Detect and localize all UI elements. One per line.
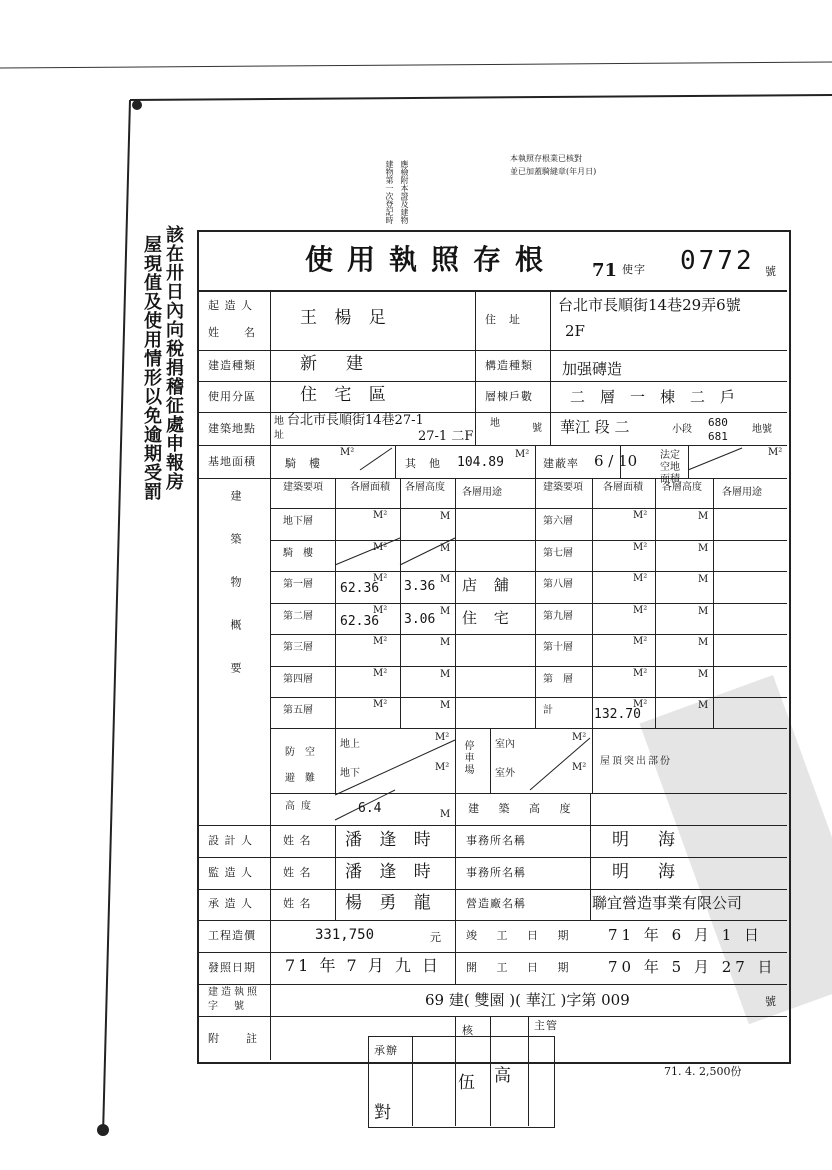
below-unit: M² — [435, 762, 450, 773]
arcade-label: 騎 樓 — [285, 457, 321, 470]
floor-height-unit-left: M — [440, 606, 451, 617]
floor-label-right: 第 層 — [543, 674, 573, 685]
coverage-label: 建蔽率 — [543, 457, 579, 470]
floor-area-unit-right: M² — [633, 573, 648, 584]
completion-label: 竣 工 日 期 — [466, 929, 577, 942]
floor-area-unit-left: M² — [373, 699, 388, 710]
lot-label-1: 地 — [490, 418, 500, 429]
address-label: 住 址 — [485, 313, 521, 326]
structure-value: 加强磚造 — [562, 360, 623, 378]
floors-count-value: 二 層 一 棟 二 戶 — [570, 388, 736, 406]
floor-height-unit-right: M — [698, 669, 709, 680]
side-note-1: 該在卅日內向稅捐稽征處申報房 — [163, 225, 184, 491]
company-name: 聯宜營造事業有限公司 — [592, 894, 743, 912]
lot-label-2: 號 — [532, 423, 542, 434]
contractor-label: 承 造 人 — [208, 897, 253, 910]
parking-label: 停車場 — [462, 740, 473, 776]
other-label: 其 他 — [405, 457, 441, 470]
permit-suffix: 號 — [765, 995, 777, 1008]
col-item-left: 建築要項 — [283, 482, 323, 493]
address-value: 台北市長順街14巷29弄6號 — [558, 296, 741, 314]
floor-label-left: 第五層 — [283, 705, 313, 716]
floor-area-unit-left: M² — [373, 668, 388, 679]
indoor-unit: M² — [572, 732, 587, 743]
other-value: 104.89 — [457, 455, 504, 470]
owner-label: 起 造 人 — [208, 299, 253, 312]
stamp-chief: 主管 — [534, 1019, 558, 1032]
below-ground-label: 地下 — [340, 768, 360, 779]
floor-area-unit-left: M² — [373, 605, 388, 616]
floor-height-unit-left: M — [440, 700, 451, 711]
side-note-2: 屋現值及使用情形以免逾期受罰 — [141, 235, 162, 501]
floor-area-unit-left: M² — [373, 636, 388, 647]
stamp-handler: 承辦 — [374, 1044, 398, 1057]
top-stamp-right-2: 並已加蓋騎縫章(年月日) — [510, 167, 597, 176]
lot-suffix: 地號 — [752, 424, 772, 435]
owner-label-2: 姓 名 — [208, 326, 256, 339]
floor1-use: 店 舖 — [462, 576, 515, 594]
col-height-left: 各層高度 — [405, 482, 445, 493]
indoor-label: 室內 — [495, 739, 515, 750]
floor-height-unit-left: M — [440, 637, 451, 648]
floor-height-unit-right: M — [698, 606, 709, 617]
site-label: 建築地點 — [208, 422, 256, 435]
supervisor-name-label: 姓 名 — [283, 866, 312, 879]
license-suffix: 號 — [765, 265, 777, 278]
issue-date: 71 年 7 月 九 日 — [285, 956, 441, 975]
floor-label-left: 第二層 — [283, 611, 313, 622]
cost-label: 工程造價 — [208, 929, 256, 942]
col-area-right: 各層面積 — [603, 482, 643, 493]
floor2-area: 62.36 — [340, 614, 380, 629]
floor-area-unit-right: M² — [633, 605, 648, 616]
floor-height-unit-right: M — [698, 511, 709, 522]
col-area-left: 各層面積 — [350, 482, 390, 493]
designer-name-label: 姓 名 — [283, 834, 312, 847]
floor-area-unit-right: M² — [633, 510, 648, 521]
stamp-check: 核 — [462, 1024, 474, 1037]
site-addr-label-2: 址 — [274, 430, 284, 441]
designer-office-label: 事務所名稱 — [466, 834, 526, 847]
roof-label: 屋頂突出部份 — [600, 756, 672, 767]
cost-unit: 元 — [430, 931, 442, 944]
supervisor-name: 潘 逢 時 — [345, 862, 437, 882]
above-unit: M² — [435, 732, 450, 743]
floor-label-left: 騎 樓 — [283, 548, 313, 559]
license-year: 71 — [592, 260, 618, 281]
supervisor-office-label: 事務所名稱 — [466, 866, 526, 879]
top-stamp-left: 建物第一次登記時 — [385, 160, 394, 224]
legal-open-unit: M² — [768, 447, 783, 458]
designer-office: 明 海 — [612, 830, 681, 850]
total-area: 132.70 — [594, 707, 641, 722]
floor-label-left: 第四層 — [283, 674, 313, 685]
designer-label: 設 計 人 — [208, 834, 253, 847]
floor-label-left: 第一層 — [283, 579, 313, 590]
base-area-label: 基地面積 — [208, 455, 256, 468]
site-addr-label-1: 地 — [274, 416, 284, 427]
contractor-name: 楊 勇 龍 — [345, 893, 437, 913]
top-stamp-left-2: 應檢附本證及建物 — [400, 160, 409, 224]
floor-label-right: 第九層 — [543, 611, 573, 622]
note-label: 附 註 — [208, 1032, 265, 1045]
stamp-wu: 伍 — [458, 1073, 481, 1093]
site-address: 台北市長順街14巷27-1 — [287, 413, 424, 428]
top-stamp-right: 本執照存根業已核對 — [510, 154, 582, 163]
license-word: 使字 — [622, 263, 646, 276]
legal-open-label: 法定空地面積 — [660, 450, 680, 485]
floor-label-left: 第三層 — [283, 642, 313, 653]
floor-height-unit-right: M — [698, 700, 709, 711]
floor-height-unit-left: M — [440, 669, 451, 680]
coverage-value: 6 / 10 — [594, 452, 638, 470]
floor2-use: 住 宅 — [462, 609, 515, 627]
overview-label: 建築物概要 — [229, 490, 242, 705]
col-use-left: 各層用途 — [462, 487, 502, 498]
cost-value: 331,750 — [315, 927, 375, 943]
outdoor-unit: M² — [572, 762, 587, 773]
build-type-value: 新 建 — [300, 354, 369, 374]
floor-area-unit-right: M² — [633, 668, 648, 679]
license-number: 0772 — [680, 246, 755, 276]
form-title: 使用執照存根 — [305, 243, 558, 276]
structure-label: 構造種類 — [485, 359, 533, 372]
lot-number-1: 680 — [708, 416, 728, 429]
designer-name: 潘 逢 時 — [345, 830, 437, 850]
completion-date: 71 年 6 月 1 日 — [608, 926, 764, 944]
floor-area-unit-right: M² — [633, 699, 648, 710]
build-type-label: 建造種類 — [208, 359, 256, 372]
floor-area-unit-left: M² — [373, 510, 388, 521]
lot-number-2: 681 — [708, 430, 728, 443]
shelter-label: 防空避難 — [285, 747, 325, 784]
floor-height-unit-right: M — [698, 574, 709, 585]
stamp-gao: 高 — [494, 1066, 517, 1086]
stamp-verify: 對 — [374, 1103, 397, 1123]
height-label: 高度 — [285, 801, 317, 812]
floor-height-unit-left: M — [440, 574, 451, 585]
floor1-height: 3.36 — [404, 579, 436, 594]
floor-label-right: 第十層 — [543, 642, 573, 653]
floor-area-unit-right: M² — [633, 542, 648, 553]
building-height-label: 建 築 高 度 — [468, 802, 579, 815]
floor-height-unit-right: M — [698, 637, 709, 648]
start-date: 70 年 5 月 27 日 — [608, 958, 777, 976]
floor-label-right: 第七層 — [543, 548, 573, 559]
floor1-area: 62.36 — [340, 581, 380, 596]
supervisor-office: 明 海 — [612, 862, 681, 882]
company-label: 營造廠名稱 — [466, 897, 526, 910]
above-ground-label: 地上 — [340, 739, 360, 750]
floor-label-right: 計 — [543, 705, 553, 716]
height-value: 6.4 — [358, 801, 382, 816]
floor-height-unit-left: M — [440, 543, 451, 554]
zone-label: 使用分區 — [208, 390, 256, 403]
floor-height-unit-left: M — [440, 511, 451, 522]
permit-label-2: 字 號 — [208, 1001, 247, 1012]
contractor-name-label: 姓 名 — [283, 897, 312, 910]
floor-label-right: 第六層 — [543, 516, 573, 527]
lot-small-label: 小段 — [672, 424, 692, 435]
floor-area-unit-left: M² — [373, 573, 388, 584]
supervisor-label: 監 造 人 — [208, 866, 253, 879]
lot-value: 華江 段 二 — [560, 418, 630, 436]
outdoor-label: 室外 — [495, 768, 515, 779]
other-unit: M² — [515, 449, 530, 460]
address-value-2: 2F — [565, 322, 585, 340]
floor-area-unit-left: M² — [373, 542, 388, 553]
permit-value: 69 建( 雙園 )( 華江 )字第 009 — [425, 991, 630, 1009]
issue-label: 發照日期 — [208, 961, 256, 974]
floor-label-left: 地下層 — [283, 516, 313, 527]
floor2-height: 3.06 — [404, 612, 436, 627]
height-unit: M — [440, 809, 451, 820]
footer-print-info: 71. 4. 2,500份 — [664, 1065, 742, 1078]
floor-height-unit-right: M — [698, 543, 709, 554]
floor-label-right: 第八層 — [543, 579, 573, 590]
col-item-right: 建築要項 — [543, 482, 583, 493]
owner-name: 王 楊 足 — [300, 308, 392, 328]
col-use-right: 各層用途 — [722, 487, 762, 498]
arcade-unit: M² — [340, 447, 355, 458]
floors-count-label: 層棟戶數 — [485, 390, 533, 403]
permit-label-1: 建造執照 — [208, 987, 260, 998]
site-address-2: 27-1 二F — [418, 429, 474, 444]
zone-value: 住 宅 區 — [300, 385, 392, 405]
start-label: 開 工 日 期 — [466, 961, 577, 974]
col-height-right: 各層高度 — [662, 482, 702, 493]
floor-area-unit-right: M² — [633, 636, 648, 647]
